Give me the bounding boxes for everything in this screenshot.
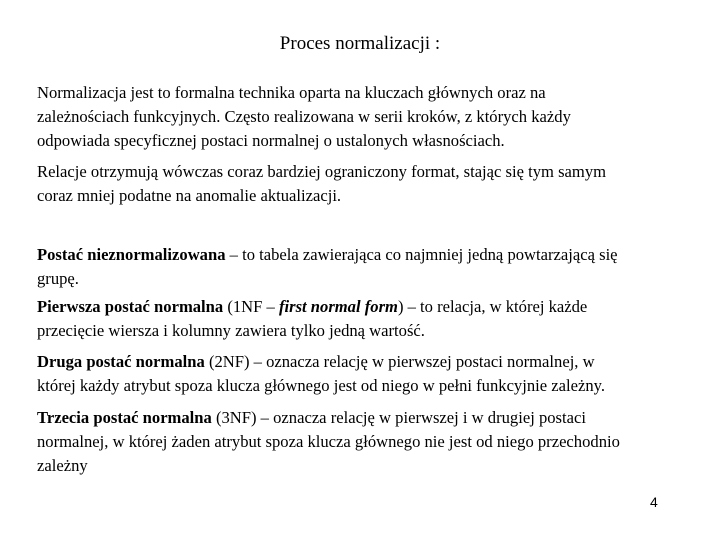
definition-text: zależny (37, 456, 88, 475)
definition-unf (37, 243, 707, 291)
definition-text: (2NF) – oznacza relację w pierwszej postaci normalnej, w (204, 352, 595, 371)
term: Trzecia postać normalna (37, 408, 212, 427)
page-title: Proces normalizacji : (279, 33, 441, 54)
definition-text: której każdy atrybut spoza klucza głównego jest od niego w pełni funkcyjnie zależny. (37, 376, 605, 395)
abbr: (1NF – (223, 297, 279, 316)
term: Pierwsza postać normalna (37, 297, 224, 316)
definition-text: – to tabela zawierająca co najmniej jedną powtarzającą się (225, 245, 618, 264)
term: Druga postać normalna (37, 352, 205, 371)
intro2-paragraph (37, 160, 707, 208)
definition-text: normalnej, w której żaden atrybut spoza klucza głównego nie jest od niego przechodnio (37, 432, 620, 451)
definition-text: ) – to relacja, w której każde (397, 297, 588, 316)
definition-text: (3NF) – oznacza relację w pierwszej i w drugiej postaci (211, 408, 586, 427)
text-line: Normalizacja jest to formalna technika oparta na kluczach głównych oraz na (37, 83, 546, 102)
definition-text: przecięcie wiersza i kolumny zawiera tylko jedną wartość. (37, 321, 425, 340)
text-line: Relacje otrzymują wówczas coraz bardziej ograniczony format, stając się tym samym (37, 162, 607, 181)
term: Postać nieznormalizowana (37, 245, 226, 264)
intro-paragraph (37, 81, 707, 153)
text-line: zależnościach funkcyjnych. Często realizowana w serii kroków, z których każdy (37, 107, 571, 126)
definition-1nf (37, 295, 707, 343)
english-term: first normal form (278, 297, 398, 316)
page-number: 4 (650, 494, 658, 510)
definition-3nf (37, 406, 707, 478)
text-line: coraz mniej podatne na anomalie aktualizacji. (37, 186, 342, 205)
definition-2nf (37, 350, 707, 398)
definition-text: grupę. (37, 269, 79, 288)
text-line: odpowiada specyficznej postaci normalnej o ustalonych własnościach. (37, 131, 505, 150)
